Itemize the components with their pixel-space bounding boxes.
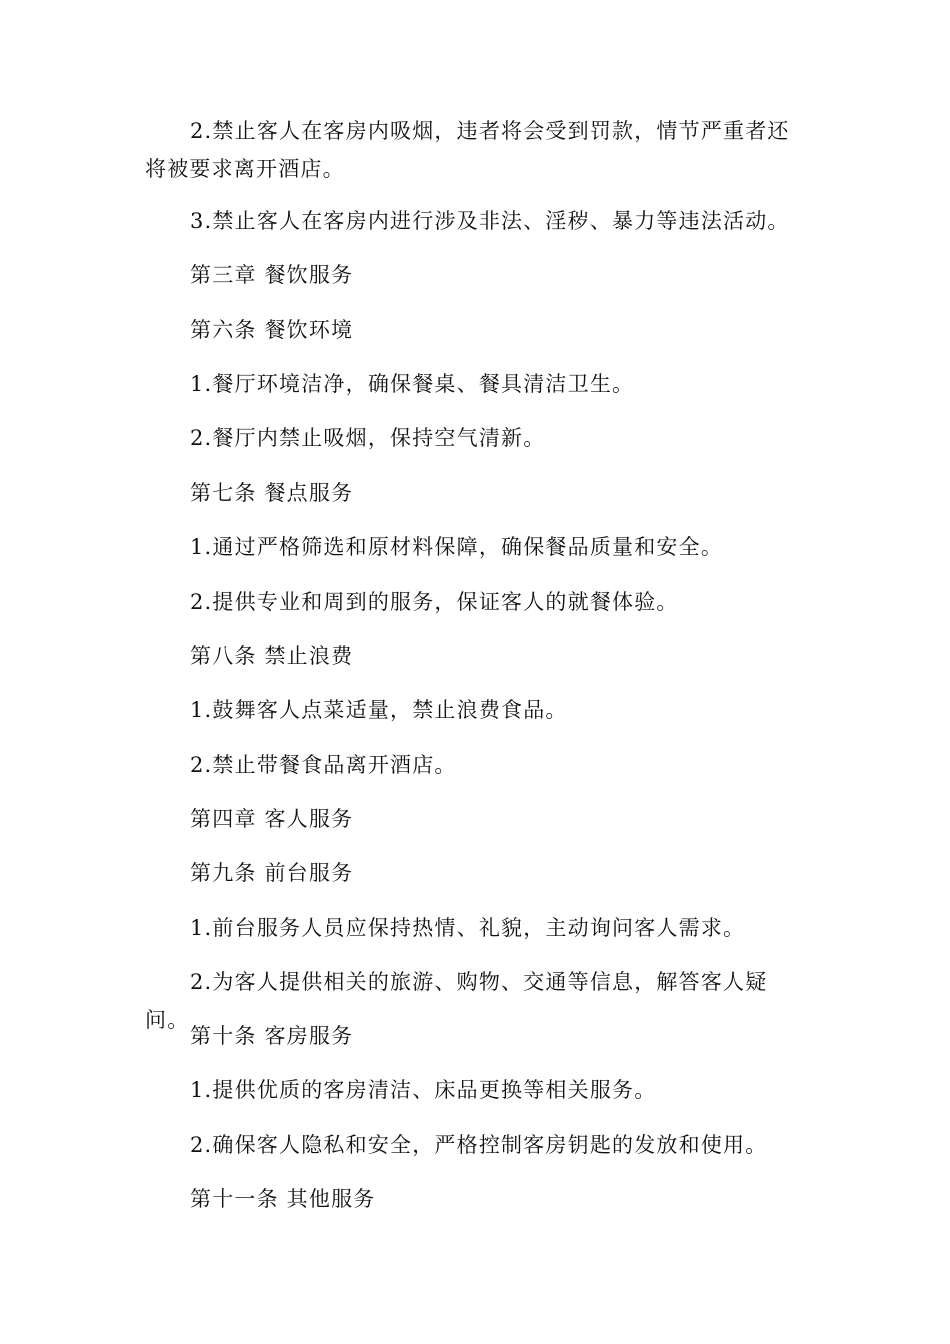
article-heading-other-services: 第十一条 其他服务 bbox=[190, 1187, 376, 1211]
paragraph-smoking-rule: 2.禁止客人在客房内吸烟，违者将会受到罚款，情节严重者还将被要求离开酒店。 bbox=[145, 119, 790, 181]
paragraph-front-desk-attitude: 1.前台服务人员应保持热情、礼貌，主动询问客人需求。 bbox=[190, 916, 746, 940]
paragraph-restaurant-no-smoking: 2.餐厅内禁止吸烟，保持空气清新。 bbox=[190, 426, 546, 450]
paragraph-illegal-activity-rule: 3.禁止客人在客房内进行涉及非法、淫秽、暴力等违法活动。 bbox=[190, 209, 790, 233]
paragraph-front-desk-information: 2.为客人提供相关的旅游、购物、交通等信息，解答客人疑问。 bbox=[145, 970, 768, 1032]
paragraph-dining-experience: 2.提供专业和周到的服务，保证客人的就餐体验。 bbox=[190, 590, 679, 614]
chapter-heading-guest-service: 第四章 客人服务 bbox=[190, 807, 354, 831]
article-heading-room-service: 第十条 客房服务 bbox=[190, 1024, 354, 1048]
paragraph-order-moderately: 1.鼓舞客人点菜适量，禁止浪费食品。 bbox=[190, 698, 568, 722]
article-heading-no-waste: 第八条 禁止浪费 bbox=[190, 644, 354, 668]
article-heading-dining-environment: 第六条 餐饮环境 bbox=[190, 318, 354, 342]
paragraph-privacy-keys: 2.确保客人隐私和安全，严格控制客房钥匙的发放和使用。 bbox=[190, 1133, 768, 1157]
paragraph-restaurant-clean: 1.餐厅环境洁净，确保餐桌、餐具清洁卫生。 bbox=[190, 372, 635, 396]
paragraph-room-cleaning: 1.提供优质的客房清洁、床品更换等相关服务。 bbox=[190, 1078, 657, 1102]
paragraph-food-quality: 1.通过严格筛选和原材料保障，确保餐品质量和安全。 bbox=[190, 535, 724, 559]
paragraph-no-takeaway: 2.禁止带餐食品离开酒店。 bbox=[190, 753, 457, 777]
article-heading-front-desk: 第九条 前台服务 bbox=[190, 861, 354, 885]
article-heading-meal-service: 第七条 餐点服务 bbox=[190, 481, 354, 505]
chapter-heading-dining: 第三章 餐饮服务 bbox=[190, 263, 354, 287]
